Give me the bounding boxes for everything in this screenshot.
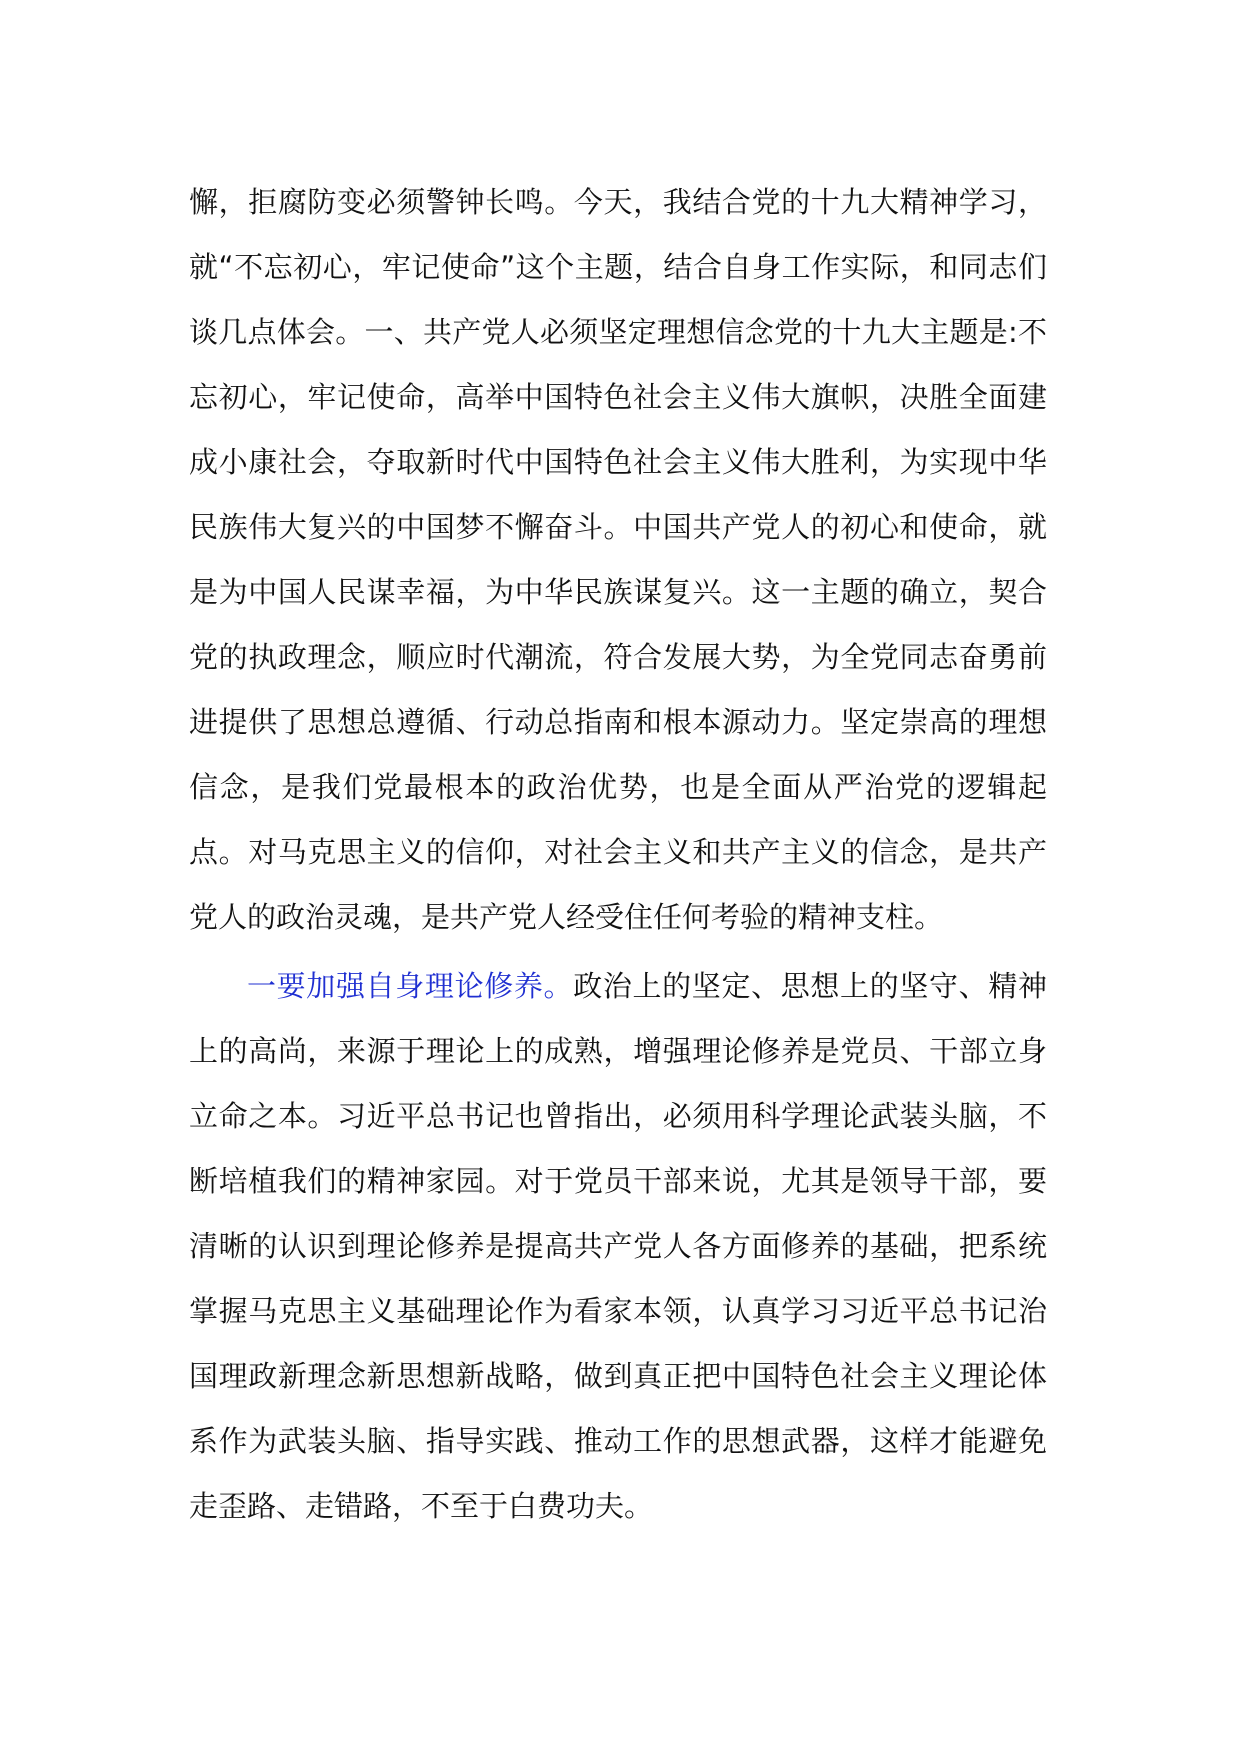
paragraph-theory <box>189 954 1047 1539</box>
document-body <box>189 170 1047 1539</box>
section-heading-highlight: 一要加强自身理论修养。 <box>247 969 574 1003</box>
paragraph-body: 政治上的坚定、思想上的坚守、精神上的高尚，来源于理论上的成熟，增强理论修养是党员、干部立身立命之本。习近平总书记也曾指出，必须用科学理论武装头脑，不断培植我们的精神家园。对于党员干部来说，尤其是领导干部，要清晰的认识到理论修养是提高共产党人各方面修养的基础，把系统掌握马克思主义基础理论作为看家本领，认真学习习近平总书记治国理政新理念新思想新战略，做到真正把中国特色社会主义理论体系作为武装头脑、指导实践、推动工作的思想武器，这样才能避免走歪路、走错路，不至于白费功夫。 <box>189 969 1047 1523</box>
paragraph-continued: 懈，拒腐防变必须警钟长鸣。今天，我结合党的十九大精神学习，就“不忘初心，牢记使命”这个主题，结合自身工作实际，和同志们谈几点体会。一、共产党人必须坚定理想信念党的十九大主题是:不忘初心，牢记使命，高举中国特色社会主义伟大旗帜，决胜全面建成小康社会，夺取新时代中国特色社会主义伟大胜利，为实现中华民族伟大复兴的中国梦不懈奋斗。中国共产党人的初心和使命，就是为中国人民谋幸福，为中华民族谋复兴。这一主题的确立，契合党的执政理念，顺应时代潮流，符合发展大势，为全党同志奋勇前进提供了思想总遵循、行动总指南和根本源动力。坚定崇高的理想信念，是我们党最根本的政治优势，也是全面从严治党的逻辑起点。对马克思主义的信仰，对社会主义和共产主义的信念，是共产党人的政治灵魂，是共产党人经受住任何考验的精神支柱。 <box>189 185 1047 934</box>
